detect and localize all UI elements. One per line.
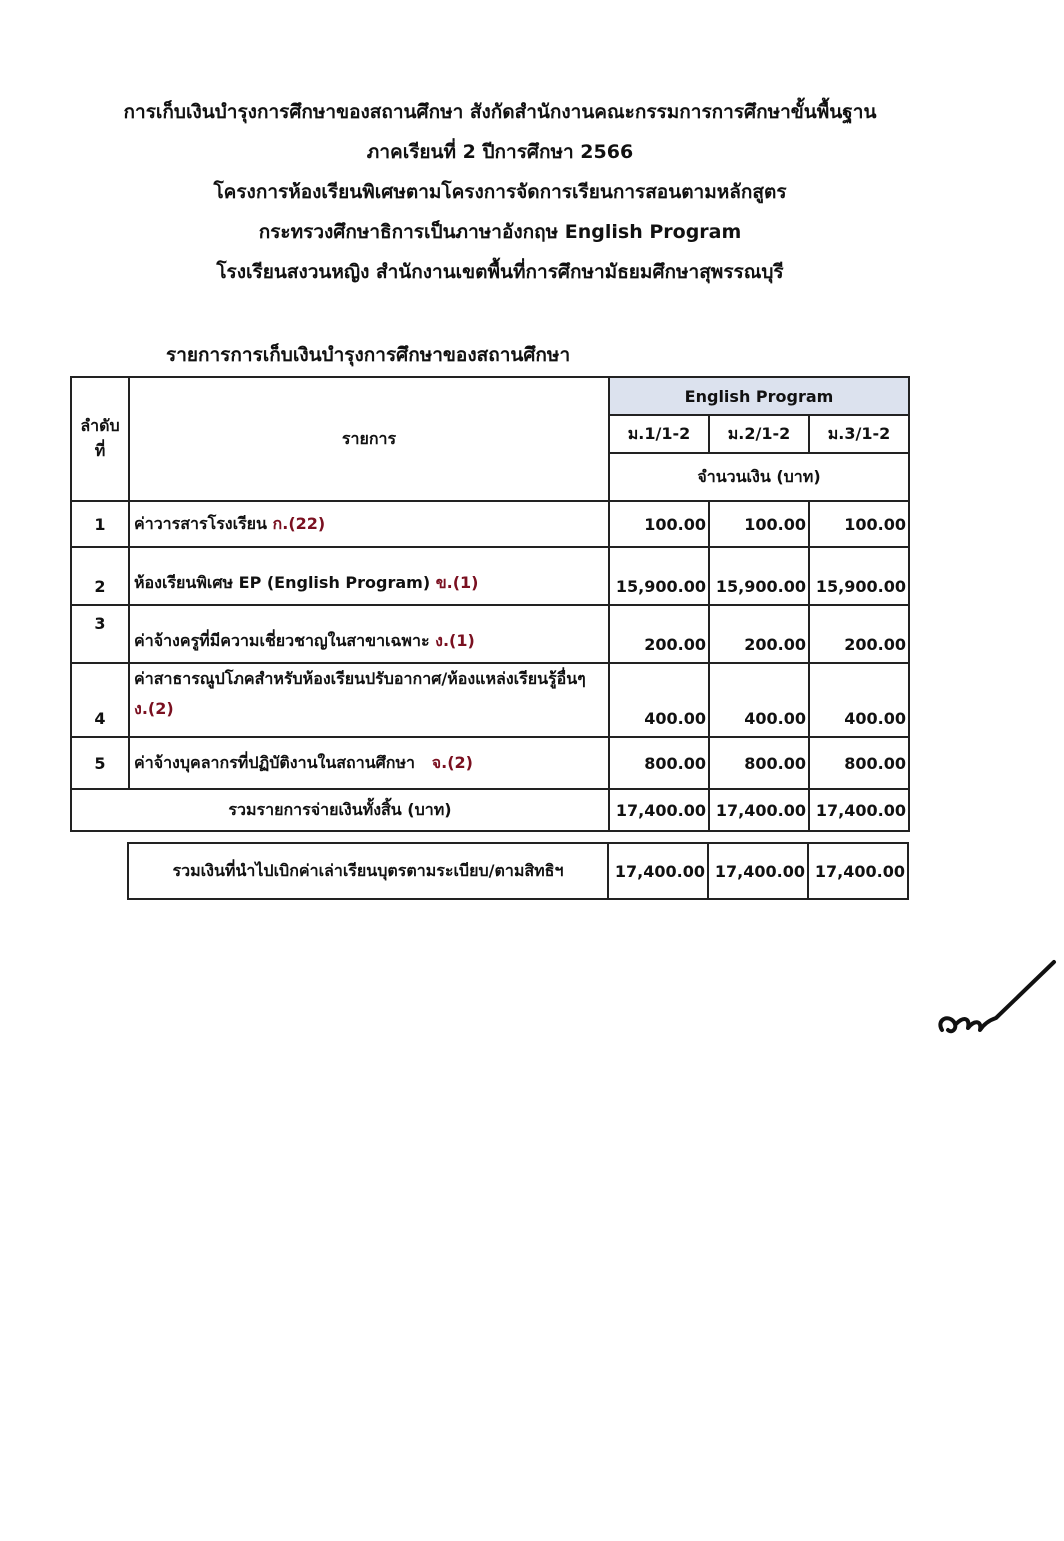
- row-number: 2: [71, 547, 129, 605]
- item-text: ค่าจ้างบุคลากรที่ปฏิบัติงานในสถานศึกษา: [134, 752, 416, 772]
- total-amount: 17,400.00: [609, 789, 709, 831]
- reimbursement-amount: 17,400.00: [608, 843, 708, 899]
- row-number: 4: [71, 663, 129, 737]
- item-text: ค่าสาธารณูปโภคสำหรับห้องเรียนปรับอากาศ/ห้องแหล่งเรียนรู้อื่นๆ: [134, 669, 586, 688]
- item-text: ค่าจ้างครูที่มีความเชี่ยวชาญในสาขาเฉพาะ: [134, 631, 430, 650]
- amount-cell: 800.00: [609, 737, 709, 789]
- row-number: 3: [71, 605, 129, 663]
- reimbursement-table: [127, 842, 909, 900]
- row-item: [129, 737, 609, 789]
- reimbursement-row: [128, 843, 908, 899]
- col-no-header: ลำดับ ที่: [71, 377, 129, 501]
- amount-cell: 800.00: [709, 737, 809, 789]
- header-line-4: กระทรวงศึกษาธิการเป็นภาษาอังกฤษ English Program: [258, 221, 742, 243]
- row-item: [129, 663, 609, 737]
- amount-cell: 200.00: [809, 605, 909, 663]
- amount-cell: 15,900.00: [609, 547, 709, 605]
- amount-cell: 400.00: [609, 663, 709, 737]
- amount-cell: 800.00: [809, 737, 909, 789]
- total-amount: 17,400.00: [809, 789, 909, 831]
- item-code: ง.(2): [134, 699, 174, 718]
- table-row: [71, 663, 909, 737]
- item-code: ข.(1): [435, 573, 479, 592]
- amount-cell: 100.00: [709, 501, 809, 547]
- class-header: ม.1/1-2: [609, 415, 709, 453]
- fee-table: [70, 376, 910, 832]
- reimbursement-amount: 17,400.00: [808, 843, 908, 899]
- item-code: จ.(2): [431, 752, 473, 772]
- row-number: 5: [71, 737, 129, 789]
- reimbursement-amount: 17,400.00: [708, 843, 808, 899]
- item-text: ห้องเรียนพิเศษ EP (English Program): [134, 573, 431, 592]
- amount-cell: 15,900.00: [809, 547, 909, 605]
- row-item: [129, 547, 609, 605]
- program-header: English Program: [609, 377, 909, 415]
- amount-cell: 100.00: [609, 501, 709, 547]
- amount-cell: 15,900.00: [709, 547, 809, 605]
- header-line-1: การเก็บเงินบำรุงการศึกษาของสถานศึกษา สังกัดสำนักงานคณะกรรมการการศึกษาขั้นพื้นฐาน: [123, 101, 877, 123]
- row-item: [129, 501, 609, 547]
- class-header: ม.3/1-2: [809, 415, 909, 453]
- header-line-3: โครงการห้องเรียนพิเศษตามโครงการจัดการเรียนการสอนตามหลักสูตร: [213, 181, 787, 203]
- table-row: [71, 605, 909, 663]
- amount-cell: 400.00: [809, 663, 909, 737]
- table-row: [71, 737, 909, 789]
- item-text: ค่าวารสารโรงเรียน: [134, 513, 267, 533]
- unit-header: จำนวนเงิน (บาท): [609, 453, 909, 501]
- class-header: ม.2/1-2: [709, 415, 809, 453]
- header-line-5: โรงเรียนสงวนหญิง สำนักงานเขตพื้นที่การศึกษามัธยมศึกษาสุพรรณบุรี: [216, 261, 784, 283]
- table-row: [71, 547, 909, 605]
- table-row: [71, 501, 909, 547]
- item-code: ง.(1): [435, 631, 475, 650]
- col-item-header: รายการ: [129, 377, 609, 501]
- total-row: [71, 789, 909, 831]
- row-item: [129, 605, 609, 663]
- amount-cell: 100.00: [809, 501, 909, 547]
- row-number: 1: [71, 501, 129, 547]
- amount-cell: 200.00: [709, 605, 809, 663]
- amount-cell: 400.00: [709, 663, 809, 737]
- amount-cell: 200.00: [609, 605, 709, 663]
- reimbursement-label: รวมเงินที่นำไปเบิกค่าเล่าเรียนบุตรตามระเบียบ/ตามสิทธิฯ: [128, 843, 608, 899]
- total-amount: 17,400.00: [709, 789, 809, 831]
- document-header: [60, 92, 940, 292]
- table-header-row: [71, 377, 909, 415]
- item-code: ก.(22): [272, 513, 326, 533]
- handwritten-page-number: [930, 950, 1060, 1050]
- header-line-2: ภาคเรียนที่ 2 ปีการศึกษา 2566: [366, 141, 634, 163]
- total-label: รวมรายการจ่ายเงินทั้งสิ้น (บาท): [71, 789, 609, 831]
- table-subtitle: รายการการเก็บเงินบำรุงการศึกษาของสถานศึกษา: [166, 344, 571, 366]
